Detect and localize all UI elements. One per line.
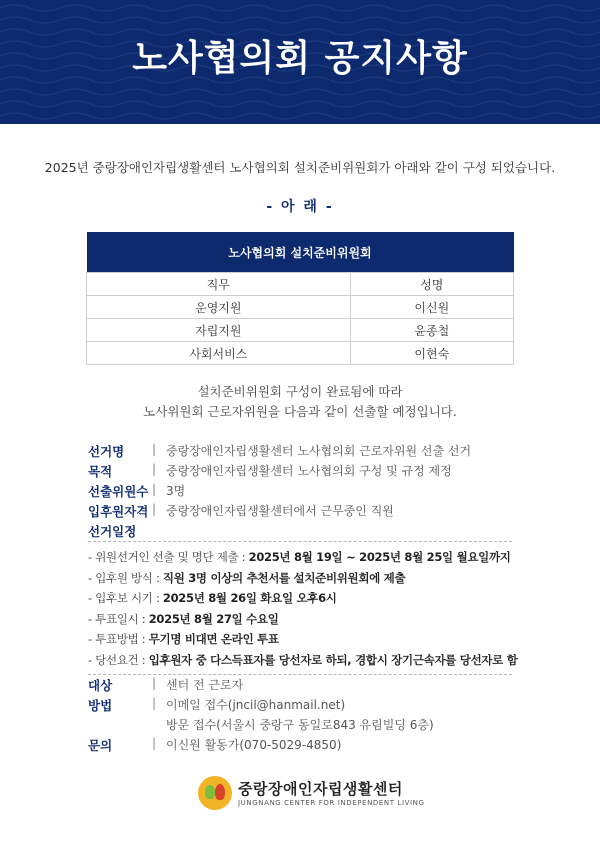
message-line: 설치준비위원회 구성이 완료됨에 따라 — [197, 384, 403, 399]
list-item — [88, 609, 512, 630]
column-header-name: 성명 — [350, 273, 513, 296]
info-row-target — [88, 676, 528, 696]
info-label: 문의 — [88, 738, 113, 753]
info-value: 중랑장애인자립생활센터 노사협의회 근로자위원 선출 선거 — [166, 444, 472, 458]
info-row-eligibility — [88, 502, 528, 522]
table-header-row — [87, 273, 514, 296]
info-row-purpose — [88, 462, 528, 482]
schedule-value: 무기명 비대면 온라인 투표 — [148, 632, 279, 646]
name-cell: 윤종철 — [350, 319, 513, 342]
schedule-label: - 입후원 방식 : — [88, 570, 163, 585]
schedule-label: - 당선요건 : — [88, 652, 149, 667]
separator: | — [152, 736, 157, 750]
table-row — [87, 342, 514, 365]
info-row-schedule — [88, 522, 528, 542]
list-item — [88, 568, 512, 589]
org-subtitle: JUNGNANG CENTER FOR INDEPENDENT LIVING — [238, 799, 425, 807]
schedule-label: - 투표방법 : — [88, 632, 149, 646]
schedule-label: - 투표일시 : — [88, 611, 149, 626]
separator: | — [152, 696, 157, 710]
page-title: 노사협의회 공지사항 — [132, 38, 468, 79]
schedule-value: 2025년 8월 27일 수요일 — [148, 611, 279, 626]
info-label: 선출위원수 — [88, 484, 149, 499]
list-item — [88, 547, 512, 568]
info-value: 3명 — [166, 484, 186, 498]
message-line: 노사위원회 근로자위원을 다음과 같이 선출할 예정입니다. — [143, 404, 457, 419]
info-row-method-visit — [88, 716, 528, 736]
info-label: 방법 — [88, 698, 113, 713]
info-label: 입후원자격 — [88, 504, 149, 519]
table-row — [87, 296, 514, 319]
intro-text: 2025년 중랑장애인자립생활센터 노사협의회 설치준비위원회가 아래와 같이 구성 되었습니다. — [44, 160, 556, 175]
org-name: 중랑장애인자립생활센터 — [238, 780, 403, 798]
role-cell: 자립지원 — [87, 319, 351, 342]
info-label: 선거일정 — [88, 524, 137, 539]
name-cell: 이신원 — [350, 296, 513, 319]
info-row-method — [88, 696, 528, 716]
info-label: 선거명 — [88, 444, 125, 459]
list-item — [88, 588, 512, 609]
schedule-list — [88, 541, 518, 675]
info-value: 이메일 접수(jncil@hanmail.net) — [166, 698, 346, 712]
column-header-role: 직무 — [87, 273, 351, 296]
below-label: - 아 래 - — [266, 199, 334, 215]
name-cell: 이현숙 — [350, 342, 513, 365]
table-row — [87, 319, 514, 342]
org-logo — [198, 776, 425, 812]
schedule-value: 직원 3명 이상의 추천서를 설치준비위원회에 제출 — [162, 570, 406, 585]
separator: | — [152, 462, 157, 476]
info-row-member-count — [88, 482, 528, 502]
logo-icon — [198, 776, 232, 810]
info-value: 중랑장애인자립생활센터 노사협의회 구성 및 규정 제정 — [166, 464, 452, 478]
info-label: 대상 — [88, 678, 113, 693]
election-info — [88, 442, 528, 542]
info-value: 이신원 활동가(070-5029-4850) — [166, 738, 342, 752]
info-value: 센터 전 근로자 — [166, 678, 244, 692]
info-value: 중랑장애인자립생활센터에서 근무중인 직원 — [166, 504, 394, 518]
list-item — [88, 629, 512, 650]
announcement-message — [0, 382, 600, 422]
info-row-election-name — [88, 442, 528, 462]
contact-info — [88, 676, 528, 756]
list-item — [88, 650, 518, 671]
info-row-inquiry — [88, 736, 528, 756]
schedule-label: - 위원선거인 선출 및 명단 제출 : — [88, 550, 249, 564]
info-value: 방문 접수(서울시 중랑구 동일로843 유림빌딩 6층) — [166, 718, 434, 732]
committee-table — [86, 232, 514, 365]
schedule-value: 2025년 8월 19일 ~ 2025년 8월 25일 월요일까지 — [248, 550, 511, 564]
schedule-value: 2025년 8월 26일 화요일 오후6시 — [162, 591, 337, 605]
role-cell: 운영지원 — [87, 296, 351, 319]
header-banner — [0, 0, 600, 124]
role-cell: 사회서비스 — [87, 342, 351, 365]
separator: | — [152, 502, 157, 516]
separator: | — [152, 482, 157, 496]
separator: | — [152, 442, 157, 456]
committee-caption: 노사협의회 설치준비위원회 — [87, 232, 514, 273]
schedule-value: 입후원자 중 다스득표자를 당선자로 하되, 경합시 장기근속자를 당선자로 함 — [148, 652, 518, 667]
info-label: 목적 — [88, 464, 113, 479]
schedule-label: - 입후보 시기 : — [88, 591, 163, 605]
separator: | — [152, 676, 157, 690]
